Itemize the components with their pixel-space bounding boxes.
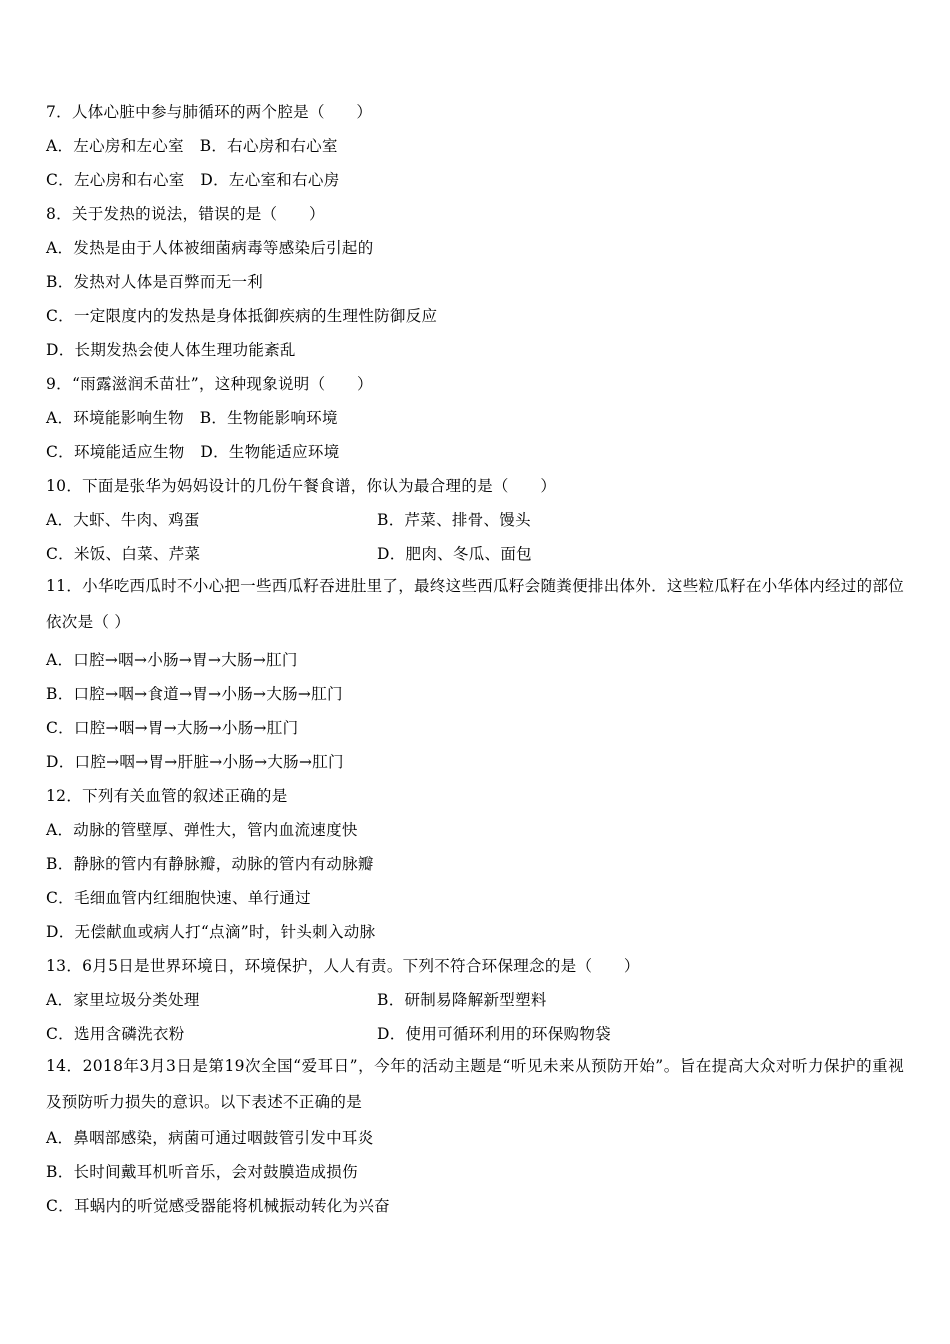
q13-option-a: A．家里垃圾分类处理: [46, 991, 200, 1009]
q13-options-row1: [46, 990, 904, 1010]
q8-stem: 8．关于发热的说法，错误的是（ ）: [46, 205, 325, 223]
q9-options-ab: A．环境能影响生物 B．生物能影响环境: [46, 409, 338, 427]
q8-option-d: D．长期发热会使人体生理功能紊乱: [46, 341, 296, 359]
q7-options-cd: C．左心房和右心室 D．左心室和右心房: [46, 171, 340, 189]
q10-options-row2: [46, 544, 904, 564]
q13-option-c: C．选用含磷洗衣粉: [46, 1025, 185, 1043]
q7-options-ab: A．左心房和左心室 B．右心房和右心室: [46, 137, 338, 155]
q10-stem: 10．下面是张华为妈妈设计的几份午餐食谱，你认为最合理的是（ ）: [46, 477, 557, 495]
q10-option-a: A．大虾、牛肉、鸡蛋: [46, 511, 200, 529]
q12-option-b: B．静脉的管内有静脉瓣，动脉的管内有动脉瓣: [46, 855, 374, 873]
q11-option-b: B．口腔→咽→食道→胃→小肠→大肠→肛门: [46, 685, 343, 703]
q9-stem: 9．“雨露滋润禾苗壮”，这种现象说明（ ）: [46, 375, 373, 393]
q9-options-cd: C．环境能适应生物 D．生物能适应环境: [46, 443, 340, 461]
q13-options-row2: [46, 1024, 904, 1044]
q8-option-a: A．发热是由于人体被细菌病毒等感染后引起的: [46, 239, 374, 257]
q11-stem: 11．小华吃西瓜时不小心把一些西瓜籽吞进肚里了，最终这些西瓜籽会随粪便排出体外．这些粒瓜籽在小华体内经过的部位依次是（ ）: [46, 577, 904, 631]
q8-option-b: B．发热对人体是百弊而无一利: [46, 273, 264, 291]
q10-options-row1: [46, 510, 904, 530]
q10-option-b: B．芹菜、排骨、馒头: [377, 511, 531, 529]
q12-option-c: C．毛细血管内红细胞快速、单行通过: [46, 889, 311, 907]
q14-stem: 14．2018年3月3日是第19次全国“爱耳日”，今年的活动主题是“听见未来从预防开始”。旨在提高大众对听力保护的重视及预防听力损失的意识。以下表述不正确的是: [46, 1057, 904, 1111]
q12-option-a: A．动脉的管壁厚、弹性大，管内血流速度快: [46, 821, 358, 839]
q10-option-c: C．米饭、白菜、芹菜: [46, 545, 201, 563]
q14-option-b: B．长时间戴耳机听音乐，会对鼓膜造成损伤: [46, 1163, 358, 1181]
q13-option-d: D．使用可循环利用的环保购物袋: [377, 1025, 611, 1043]
q11-option-a: A．口腔→咽→小肠→胃→大肠→肛门: [46, 651, 298, 669]
q14-option-a: A．鼻咽部感染，病菌可通过咽鼓管引发中耳炎: [46, 1129, 374, 1147]
q8-option-c: C．一定限度内的发热是身体抵御疾病的生理性防御反应: [46, 307, 438, 325]
q11-option-d: D．口腔→咽→胃→肝脏→小肠→大肠→肛门: [46, 753, 344, 771]
q10-option-d: D．肥肉、冬瓜、面包: [377, 545, 532, 563]
q7-stem: 7．人体心脏中参与肺循环的两个腔是（ ）: [46, 103, 373, 121]
q14-option-c: C．耳蜗内的听觉感受器能将机械振动转化为兴奋: [46, 1197, 390, 1215]
q13-option-b: B．研制易降解新型塑料: [377, 991, 547, 1009]
q12-option-d: D．无偿献血或病人打“点滴”时，针头刺入动脉: [46, 923, 376, 941]
q13-stem: 13．6月5日是世界环境日，环境保护，人人有责。下列不符合环保理念的是（ ）: [46, 957, 640, 975]
q12-stem: 12．下列有关血管的叙述正确的是: [46, 787, 288, 805]
q11-option-c: C．口腔→咽→胃→大肠→小肠→肛门: [46, 719, 299, 737]
